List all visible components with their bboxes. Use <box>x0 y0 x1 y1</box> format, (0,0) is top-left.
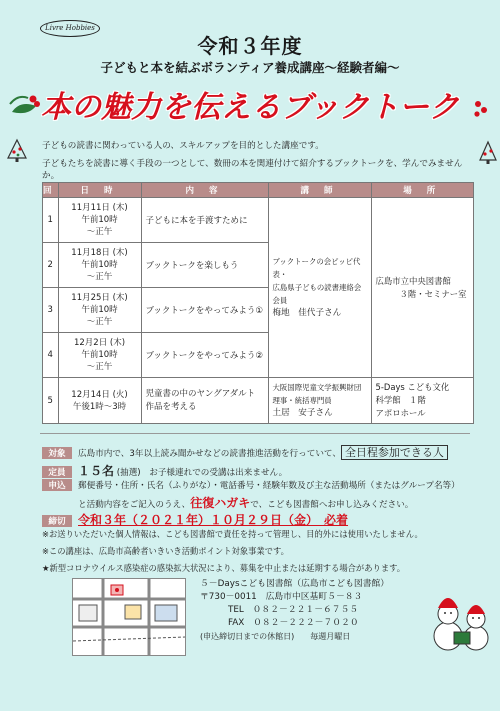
schedule-table <box>42 182 474 424</box>
logo: Livre Hobbies <box>40 20 100 37</box>
divider <box>40 433 470 434</box>
deadline-text: 令和３年（２０２１年）１０月２９日（金） 必着 <box>78 513 349 527</box>
row-content: 子どもに本を手渡すために <box>141 198 268 243</box>
contact-closed: (申込締切日までの休館日) 毎週月曜日 <box>200 632 351 641</box>
row-datetime <box>58 378 141 424</box>
page-year-title: 令和３年度 <box>197 34 303 58</box>
table-row <box>43 198 474 243</box>
place-line-2: ３階・セミナー室 <box>399 288 467 299</box>
location-map <box>72 578 186 656</box>
lecturer-cell <box>268 378 371 424</box>
row-no: 3 <box>43 288 59 333</box>
target-label: 対象 <box>42 447 72 459</box>
row-datetime <box>58 333 141 378</box>
target-emphasis: 全日程参加できる人 <box>341 445 448 460</box>
header-lecturer: 講 師 <box>268 183 371 198</box>
row-datetime <box>58 243 141 288</box>
row-date: 11月18日 (木) <box>71 248 128 258</box>
target-row <box>42 444 482 460</box>
row-date: 11月25日 (木) <box>71 293 128 303</box>
table-header-row <box>43 183 474 198</box>
contact-fax: FAX ０８２－２２２－７０２０ <box>228 618 359 628</box>
snowman-illustration <box>426 580 496 660</box>
christmas-tree-icon <box>478 140 498 166</box>
row-content: ブックトークをやってみよう① <box>141 288 268 333</box>
contact-tel: TEL ０８２－２２１－６７５５ <box>228 605 359 615</box>
berry-icon <box>470 96 496 126</box>
lecturer-name: 土居 安子さん <box>272 408 333 418</box>
row-no: 1 <box>43 198 59 243</box>
apply-text-2a: と活動内容をご記入のうえ、 <box>78 500 191 510</box>
place-line-1: 5-Days こども文化 <box>375 382 450 392</box>
holly-icon <box>6 86 42 126</box>
row-date: 11月11日 (木) <box>71 203 128 213</box>
row-datetime <box>58 198 141 243</box>
row-no: 4 <box>43 333 59 378</box>
note-privacy: ※お送りいただいた個人情報は、こども図書館で責任を持って管理し、目的外には使用いたしません。 <box>42 529 423 539</box>
row-time: 午前10時 <box>81 260 118 270</box>
lecturer-name: 梅地 佳代子さん <box>272 308 342 318</box>
place-line-1: 広島市立中央図書館 <box>375 275 451 286</box>
row-no: 5 <box>43 378 59 424</box>
row-time: 午前10時 <box>81 305 118 315</box>
intro-line-2: 子どもたちを読書に導く手段の一つとして、数冊の本を関連付けて紹介するブックトークを、学んでみませんか。 <box>42 159 463 181</box>
lecturer-affiliation-2: 広島県子どもの読書連絡会会員 <box>272 283 362 305</box>
row-date: 12月2日 (木) <box>73 338 126 348</box>
row-time: 午前10時 <box>81 350 118 360</box>
lecturer-affiliation-1: 大阪国際児童文学振興財団 <box>272 383 362 392</box>
header-no: 回 <box>43 183 59 198</box>
page-main-title: 本の魅力を伝えるブックトーク <box>41 90 459 125</box>
lecturer-cell <box>268 198 371 378</box>
header-place: 場 所 <box>371 183 473 198</box>
deadline-row <box>42 511 482 528</box>
row-end: ～正午 <box>86 362 113 372</box>
row-datetime <box>58 288 141 333</box>
target-text: 広島市内で、3年以上読み聞かせなどの読書推進活動を行っていて、 <box>78 449 341 459</box>
place-cell <box>371 198 473 378</box>
row-end: ～正午 <box>86 317 113 327</box>
row-end: ～正午 <box>86 227 113 237</box>
header-datetime: 日 時 <box>58 183 141 198</box>
note-points: ※この講座は、広島市高齢者いきいき活動ポイント対象事業です。 <box>42 546 289 556</box>
table-row <box>43 378 474 424</box>
place-line-3: アポロホール <box>375 408 426 418</box>
row-time: 午後1時～3時 <box>72 401 127 412</box>
row-content: ブックトークをやってみよう② <box>141 333 268 378</box>
apply-emphasis: 往復ハガキ <box>190 496 251 510</box>
deadline-label: 締切 <box>42 515 72 527</box>
lecturer-affiliation-2: 理事・統括専門員 <box>272 396 332 405</box>
page-subtitle: 子どもと本を結ぶボランティア養成講座～経験者編～ <box>100 60 400 75</box>
row-no: 2 <box>43 243 59 288</box>
capacity-number: １５名 <box>78 464 115 478</box>
apply-row <box>42 479 482 491</box>
apply-label: 申込 <box>42 479 72 491</box>
apply-text-2b: で、こども図書館へお申し込みください。 <box>250 500 414 510</box>
lecturer-affiliation-1: ブックトークの会ピッピ代表・ <box>272 257 361 279</box>
row-content: 児童書の中のヤングアダルト作品を考える <box>141 378 268 424</box>
place-line-2: 科学館 １階 <box>375 395 426 405</box>
place-cell <box>371 378 473 424</box>
capacity-text: (抽選) お子様連れでの受講は出来ません。 <box>116 468 288 478</box>
row-end: ～正午 <box>86 272 113 282</box>
capacity-label: 定員 <box>42 466 72 478</box>
contact-org: ５－Daysこども図書館（広島市こども図書館） <box>200 579 390 589</box>
header-content: 内 容 <box>141 183 268 198</box>
note-covid: ★新型コロナウイルス感染症の感染拡大状況により、募集を中止または延期する場合があります。 <box>42 563 406 573</box>
row-content: ブックトークを楽しもう <box>141 243 268 288</box>
row-date: 12月14日 (火) <box>71 389 128 400</box>
row-time: 午前10時 <box>81 215 118 225</box>
christmas-tree-icon <box>6 138 28 164</box>
intro-line-1: 子どもの読書に関わっている人の、スキルアップを目的とした講座です。 <box>42 141 324 151</box>
apply-row-2 <box>78 494 500 511</box>
contact-address: 〒730－0011 広島市中区基町５－８３ <box>200 592 363 602</box>
capacity-row <box>42 462 482 479</box>
contact-box <box>200 578 430 648</box>
apply-text-1: 郵便番号・住所・氏名（ふりがな）・電話番号・経験年数及び主な活動場所（またはグループ名等） <box>78 481 460 491</box>
